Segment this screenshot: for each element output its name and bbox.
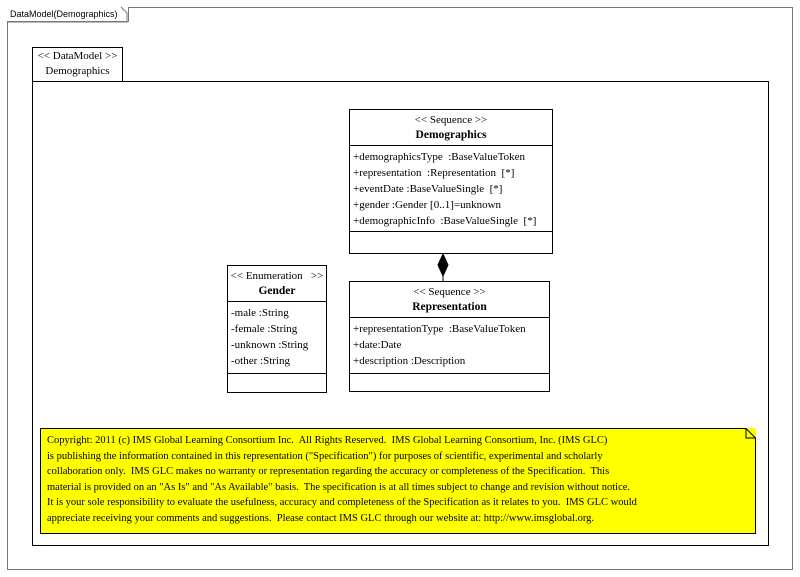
class-attributes xyxy=(350,318,549,374)
attribute: +demographicInfo :BaseValueSingle [*] xyxy=(353,215,537,227)
copyright-note[interactable] xyxy=(40,428,756,534)
note-line: It is your sole responsibility to evaluate the usefulness, accuracy and completeness of the Specification as it relates to you. IMS GLC would xyxy=(47,497,637,508)
attribute: -unknown :String xyxy=(231,339,309,351)
class-name: Demographics xyxy=(415,129,487,141)
frame-title: DataModel(Demographics) xyxy=(7,7,129,22)
class-header xyxy=(350,282,549,318)
class-name: Representation xyxy=(412,301,487,313)
class-stereotype: << Sequence >> xyxy=(413,286,486,298)
class-representation[interactable] xyxy=(349,281,550,392)
attribute: +date:Date xyxy=(353,339,402,351)
class-name: Gender xyxy=(258,285,296,297)
composition-diamond-icon xyxy=(438,254,448,276)
class-header xyxy=(228,266,326,302)
attribute: -female :String xyxy=(231,323,298,335)
note-line: Copyright: 2011 (c) IMS Global Learning Consortium Inc. All Rights Reserved. IMS Global Learning Consortium, Inc. (IMS GLC) xyxy=(47,435,608,446)
package-stereotype: << DataModel >> xyxy=(37,50,118,62)
note-line: collaboration only. IMS GLC makes no warranty or representation regarding the accuracy or completeness of the Specification. This xyxy=(47,466,610,477)
attribute: +gender :Gender [0..1]=unknown xyxy=(353,199,502,211)
attribute: -male :String xyxy=(231,307,289,319)
attribute: +demographicsType :BaseValueToken xyxy=(353,151,526,163)
note-line: appreciate receiving your comments and suggestions. Please contact IMS GLC through our website at: http://www.imsglobal.org. xyxy=(47,512,595,524)
class-stereotype: << Sequence >> xyxy=(414,114,488,126)
attribute: +description :Description xyxy=(353,355,466,367)
class-stereotype: << Enumeration >> xyxy=(230,270,324,282)
attribute: +eventDate :BaseValueSingle [*] xyxy=(353,183,503,195)
note-line: material is provided on an "As Is" and "As Available" basis. The specification is at all times subject to change and revision without notice. xyxy=(47,481,631,493)
attribute: +representation :Representation [*] xyxy=(353,167,515,179)
package-name: Demographics xyxy=(45,65,110,77)
attribute: +representationType :BaseValueToken xyxy=(353,323,526,335)
note-text xyxy=(47,433,747,526)
note-line: is publishing the information contained in this representation ("Specification") for purposes of scientific, experimental and scholarly xyxy=(47,450,603,462)
class-gender[interactable] xyxy=(227,265,327,393)
attribute: -other :String xyxy=(231,355,290,367)
class-attributes xyxy=(228,302,326,374)
